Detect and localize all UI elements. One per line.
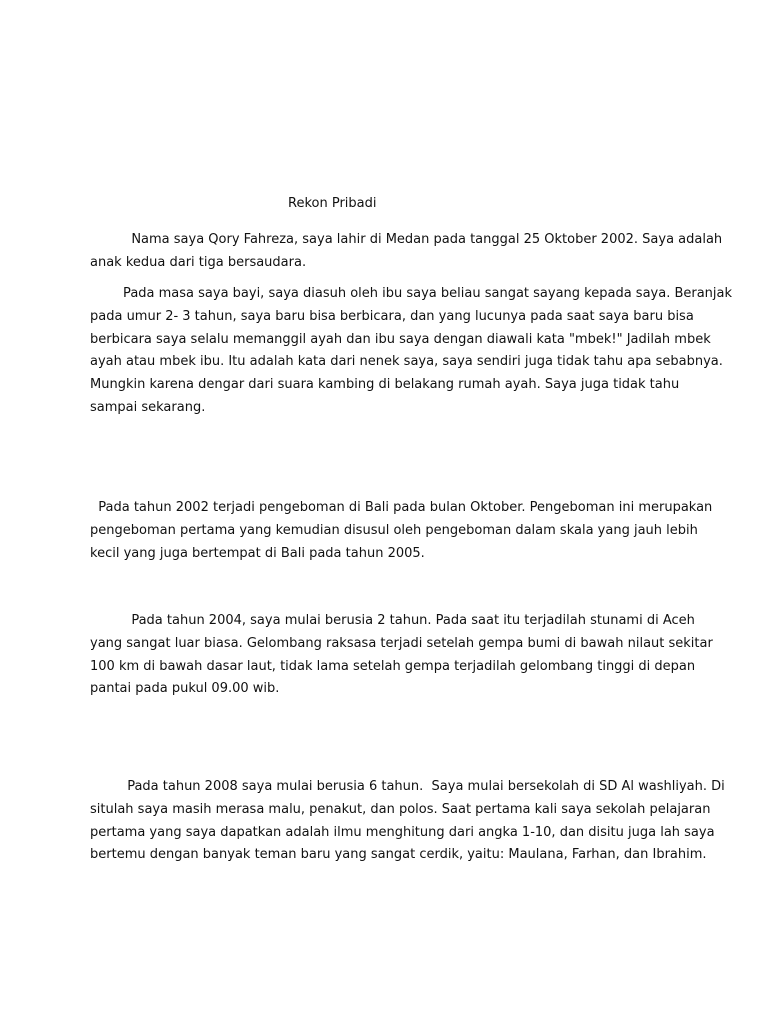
paragraph-line: pengeboman pertama yang kemudian disusul oleh pengeboman dalam skala yang jauh lebih	[90, 522, 698, 538]
paragraph-school	[90, 776, 725, 867]
paragraph-line: pantai pada pukul 09.00 wib.	[90, 681, 280, 697]
paragraph-line: bertemu dengan banyak teman baru yang sangat cerdik, yaitu: Maulana, Farhan, dan Ibrahim.	[90, 847, 707, 863]
paragraph-line: situlah saya masih merasa malu, penakut, dan polos. Saat pertama kali saya sekolah pelajaran	[90, 801, 711, 817]
paragraph-line: kecil yang juga bertempat di Bali pada tahun 2005.	[90, 545, 425, 561]
paragraph-line: Pada tahun 2004, saya mulai berusia 2 tahun. Pada saat itu terjadilah stunami di Aceh	[90, 613, 695, 628]
paragraph-line: sampai sekarang.	[90, 399, 206, 415]
paragraph-line: Pada masa saya bayi, saya diasuh oleh ibu saya beliau sangat sayang kepada saya. Beranjak	[90, 286, 733, 301]
paragraph-line: Mungkin karena dengar dari suara kambing di belakang rumah ayah. Saya juga tidak tahu	[90, 377, 680, 393]
paragraph-birth	[90, 229, 723, 275]
paragraph-infancy	[90, 283, 733, 420]
paragraph-line: berbicara saya selalu memanggil ayah dan ibu saya dengan diawali kata "mbek!" Jadilah mbek	[90, 331, 711, 347]
paragraph-line: pertama yang saya dapatkan adalah ilmu menghitung dari angka 1-10, dan disitu juga lah saya	[90, 824, 715, 840]
paragraph-line: anak kedua dari tiga bersaudara.	[90, 254, 307, 270]
paragraph-bali-bombing	[90, 497, 713, 565]
paragraph-aceh-tsunami	[90, 610, 713, 701]
paragraph-line: yang sangat luar biasa. Gelombang raksasa terjadi setelah gempa bumi di bawah nilaut sekitar	[90, 635, 713, 651]
paragraph-line: Pada tahun 2002 terjadi pengeboman di Bali pada bulan Oktober. Pengeboman ini merupakan	[90, 500, 713, 515]
paragraph-line: 100 km di bawah dasar laut, tidak lama setelah gempa terjadilah gelombang tinggi di depan	[90, 658, 696, 674]
paragraph-line: Nama saya Qory Fahreza, saya lahir di Medan pada tanggal 25 Oktober 2002. Saya adalah	[90, 232, 723, 247]
paragraph-line: ayah atau mbek ibu. Itu adalah kata dari nenek saya, saya sendiri juga tidak tahu apa sebabnya.	[90, 354, 723, 370]
paragraph-line: Pada tahun 2008 saya mulai berusia 6 tahun. Saya mulai bersekolah di SD Al washliyah. Di	[90, 779, 725, 794]
paragraph-line: pada umur 2- 3 tahun, saya baru bisa berbicara, dan yang lucunya pada saat saya baru bisa	[90, 308, 694, 324]
document-title: Rekon Pribadi	[288, 196, 377, 211]
